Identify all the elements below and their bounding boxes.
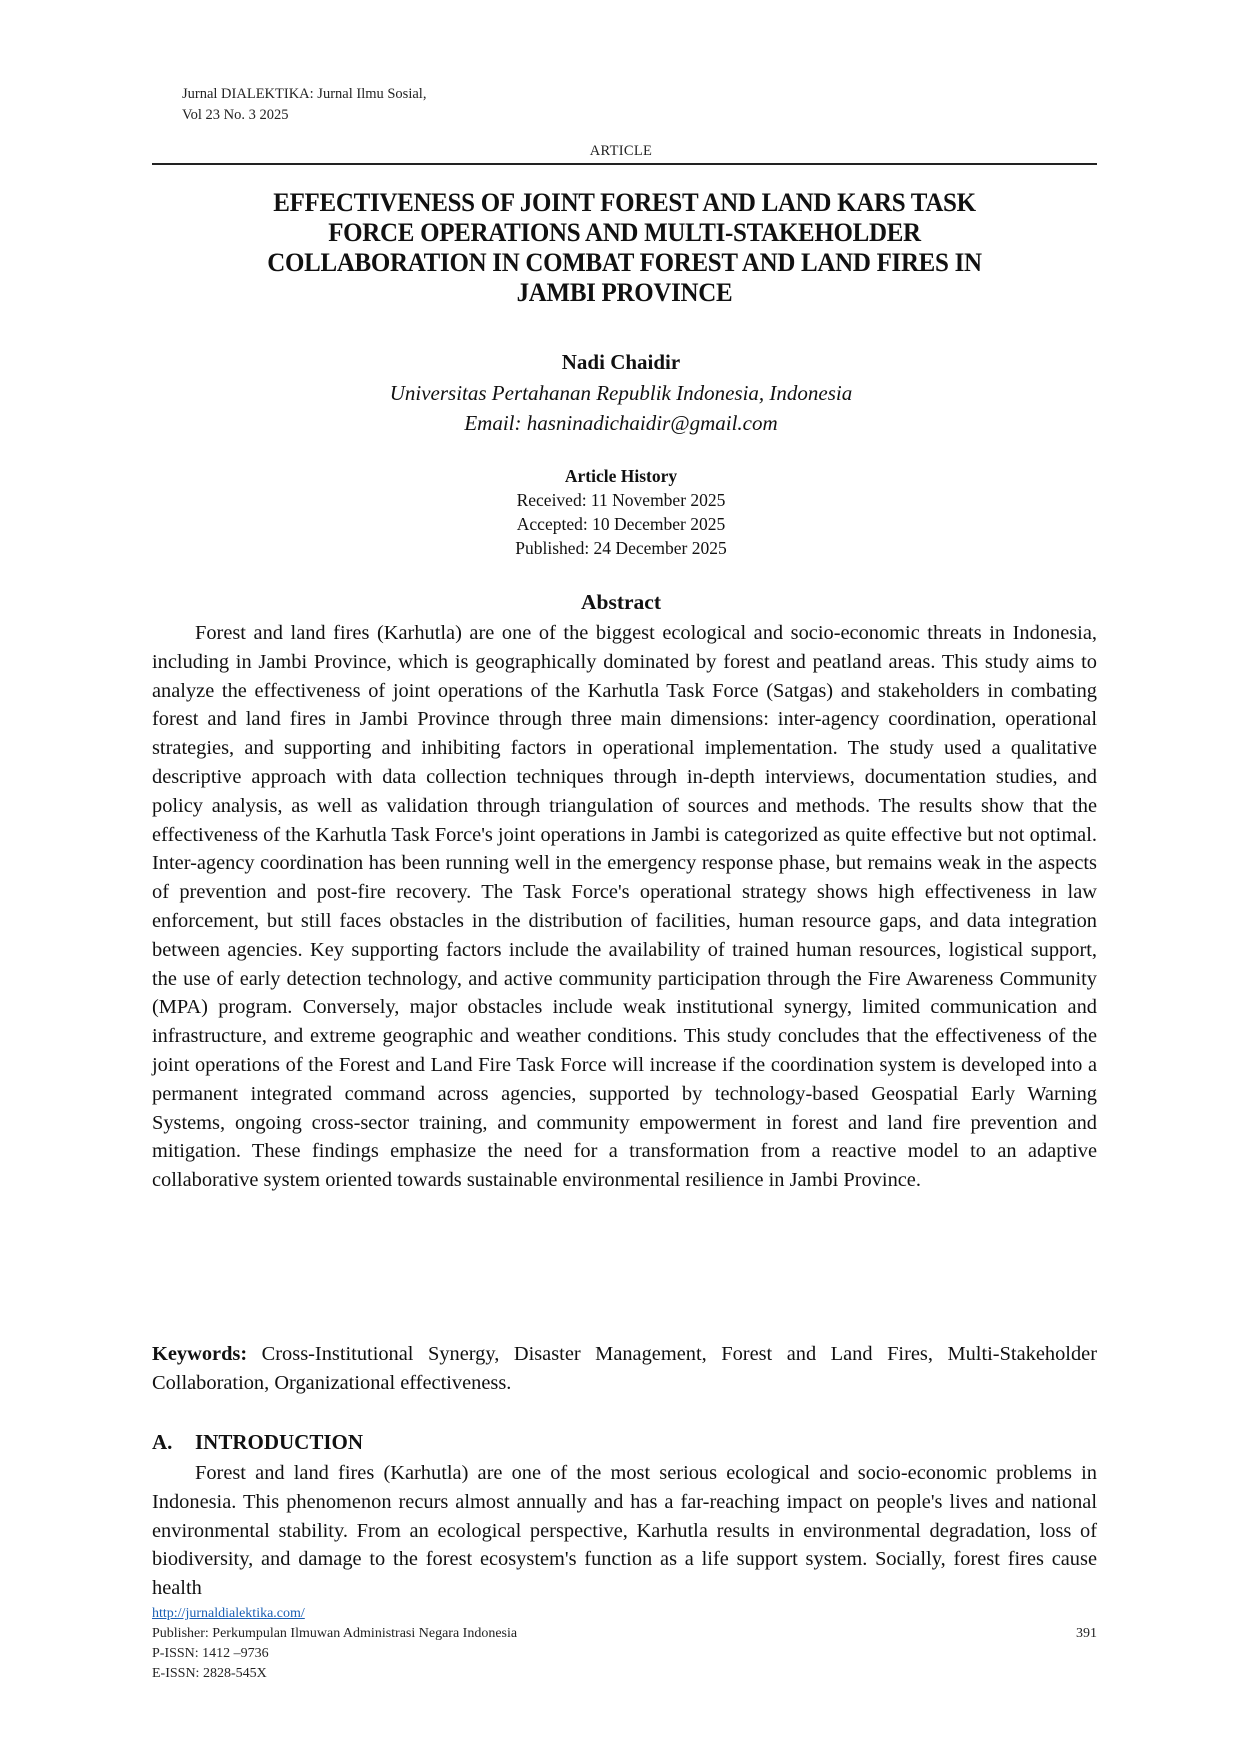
publisher: Publisher: Perkumpulan Ilmuwan Administrasi Negara Indonesia bbox=[152, 1626, 518, 1641]
accepted-date: Accepted: 10 December 2025 bbox=[516, 514, 726, 534]
paper-title bbox=[152, 188, 1097, 308]
keywords bbox=[152, 1340, 1097, 1398]
abstract-heading: Abstract bbox=[580, 590, 661, 614]
journal-website-link[interactable]: http://jurnaldialektika.com/ bbox=[152, 1606, 305, 1621]
running-head bbox=[182, 84, 426, 126]
article-history-title: Article History bbox=[564, 466, 678, 486]
article-type-label: ARTICLE bbox=[589, 143, 653, 159]
page-number: 391 bbox=[1076, 1626, 1097, 1641]
title-line: JAMBI PROVINCE bbox=[516, 278, 733, 307]
section-heading-introduction bbox=[152, 1430, 363, 1455]
e-issn: E-ISSN: 2828-545X bbox=[152, 1666, 267, 1681]
title-line: COLLABORATION IN COMBAT FOREST AND LAND FIRES IN bbox=[267, 248, 982, 277]
received-date: Received: 11 November 2025 bbox=[516, 490, 726, 510]
title-line: EFFECTIVENESS OF JOINT FOREST AND LAND KARS TASK bbox=[273, 188, 976, 217]
abstract-text: Forest and land fires (Karhutla) are one of the biggest ecological and socio-economic threats in Indonesia, including in Jambi Province, which is geographically dominated by forest and peatland areas. This study aims to analyze the effectiveness of joint operations of the Karhutla Task Force (Satgas) and stakeholders in combating forest and land fires in Jambi Province through three main dimensions: inter-agency coordination, operational strategies, and supporting and inhibiting factors in operational implementation. The study used a qualitative descriptive approach with data collection techniques through in-depth interviews, documentation studies, and policy analysis, as well as validation through triangulation of sources and methods. The results show that the effectiveness of the Karhutla Task Force's joint operations in Jambi is categorized as quite effective but not optimal. Inter-agency coordination has been running well in the emergency response phase, but remains weak in the aspects of prevention and post-fire recovery. The Task Force's operational strategy shows high effectiveness in law enforcement, but still faces obstacles in the distribution of facilities, human resource gaps, and data integration between agencies. Key supporting factors include the availability of trained human resources, logistical support, the use of early detection technology, and active community participation through the Fire Awareness Community (MPA) program. Conversely, major obstacles include weak institutional synergy, limited communication and infrastructure, and extreme geographic and weather conditions. This study concludes that the effectiveness of the joint operations of the Forest and Land Fire Task Force will increase if the coordination system is developed into a permanent integrated command across agencies, supported by technology-based Geospatial Early Warning Systems, ongoing cross-sector training, and community empowerment in forest and land fire prevention and mitigation. These findings emphasize the need for a transformation from a reactive model to an adaptive collaborative system oriented towards sustainable environmental resilience in Jambi Province. bbox=[152, 622, 1097, 1192]
keywords-list: Cross-Institutional Synergy, Disaster Management, Forest and Land Fires, Multi-Stakeholder Collaboration, Organizational effectiveness. bbox=[152, 1343, 1097, 1394]
title-line: FORCE OPERATIONS AND MULTI-STAKEHOLDER bbox=[328, 218, 921, 247]
author-affiliation-block bbox=[0, 378, 1242, 438]
author-name: Nadi Chaidir bbox=[561, 350, 681, 374]
page-footer bbox=[152, 1604, 1097, 1684]
published-date: Published: 24 December 2025 bbox=[515, 538, 727, 558]
section-title: INTRODUCTION bbox=[195, 1430, 364, 1454]
author-affiliation: Universitas Pertahanan Republik Indonesia, Indonesia bbox=[389, 381, 853, 405]
journal-volume: Vol 23 No. 3 2025 bbox=[182, 107, 289, 123]
journal-name: Jurnal DIALEKTIKA: Jurnal Ilmu Sosial, bbox=[182, 86, 427, 102]
p-issn: P-ISSN: 1412 –9736 bbox=[152, 1646, 269, 1661]
keywords-label: Keywords: bbox=[152, 1343, 248, 1365]
section-number: A. bbox=[152, 1430, 173, 1454]
header-divider bbox=[152, 163, 1097, 165]
author-email: Email: hasninadichaidir@gmail.com bbox=[464, 411, 778, 435]
article-history bbox=[0, 464, 1242, 560]
introduction-text: Forest and land fires (Karhutla) are one of the most serious ecological and socio-economic problems in Indonesia. This phenomenon recurs almost annually and has a far-reaching impact on people's lives and national environmental stability. From an ecological perspective, Karhutla results in environmental degradation, loss of biodiversity, and damage to the forest ecosystem's function as a life support system. Socially, forest fires cause health bbox=[152, 1462, 1097, 1600]
